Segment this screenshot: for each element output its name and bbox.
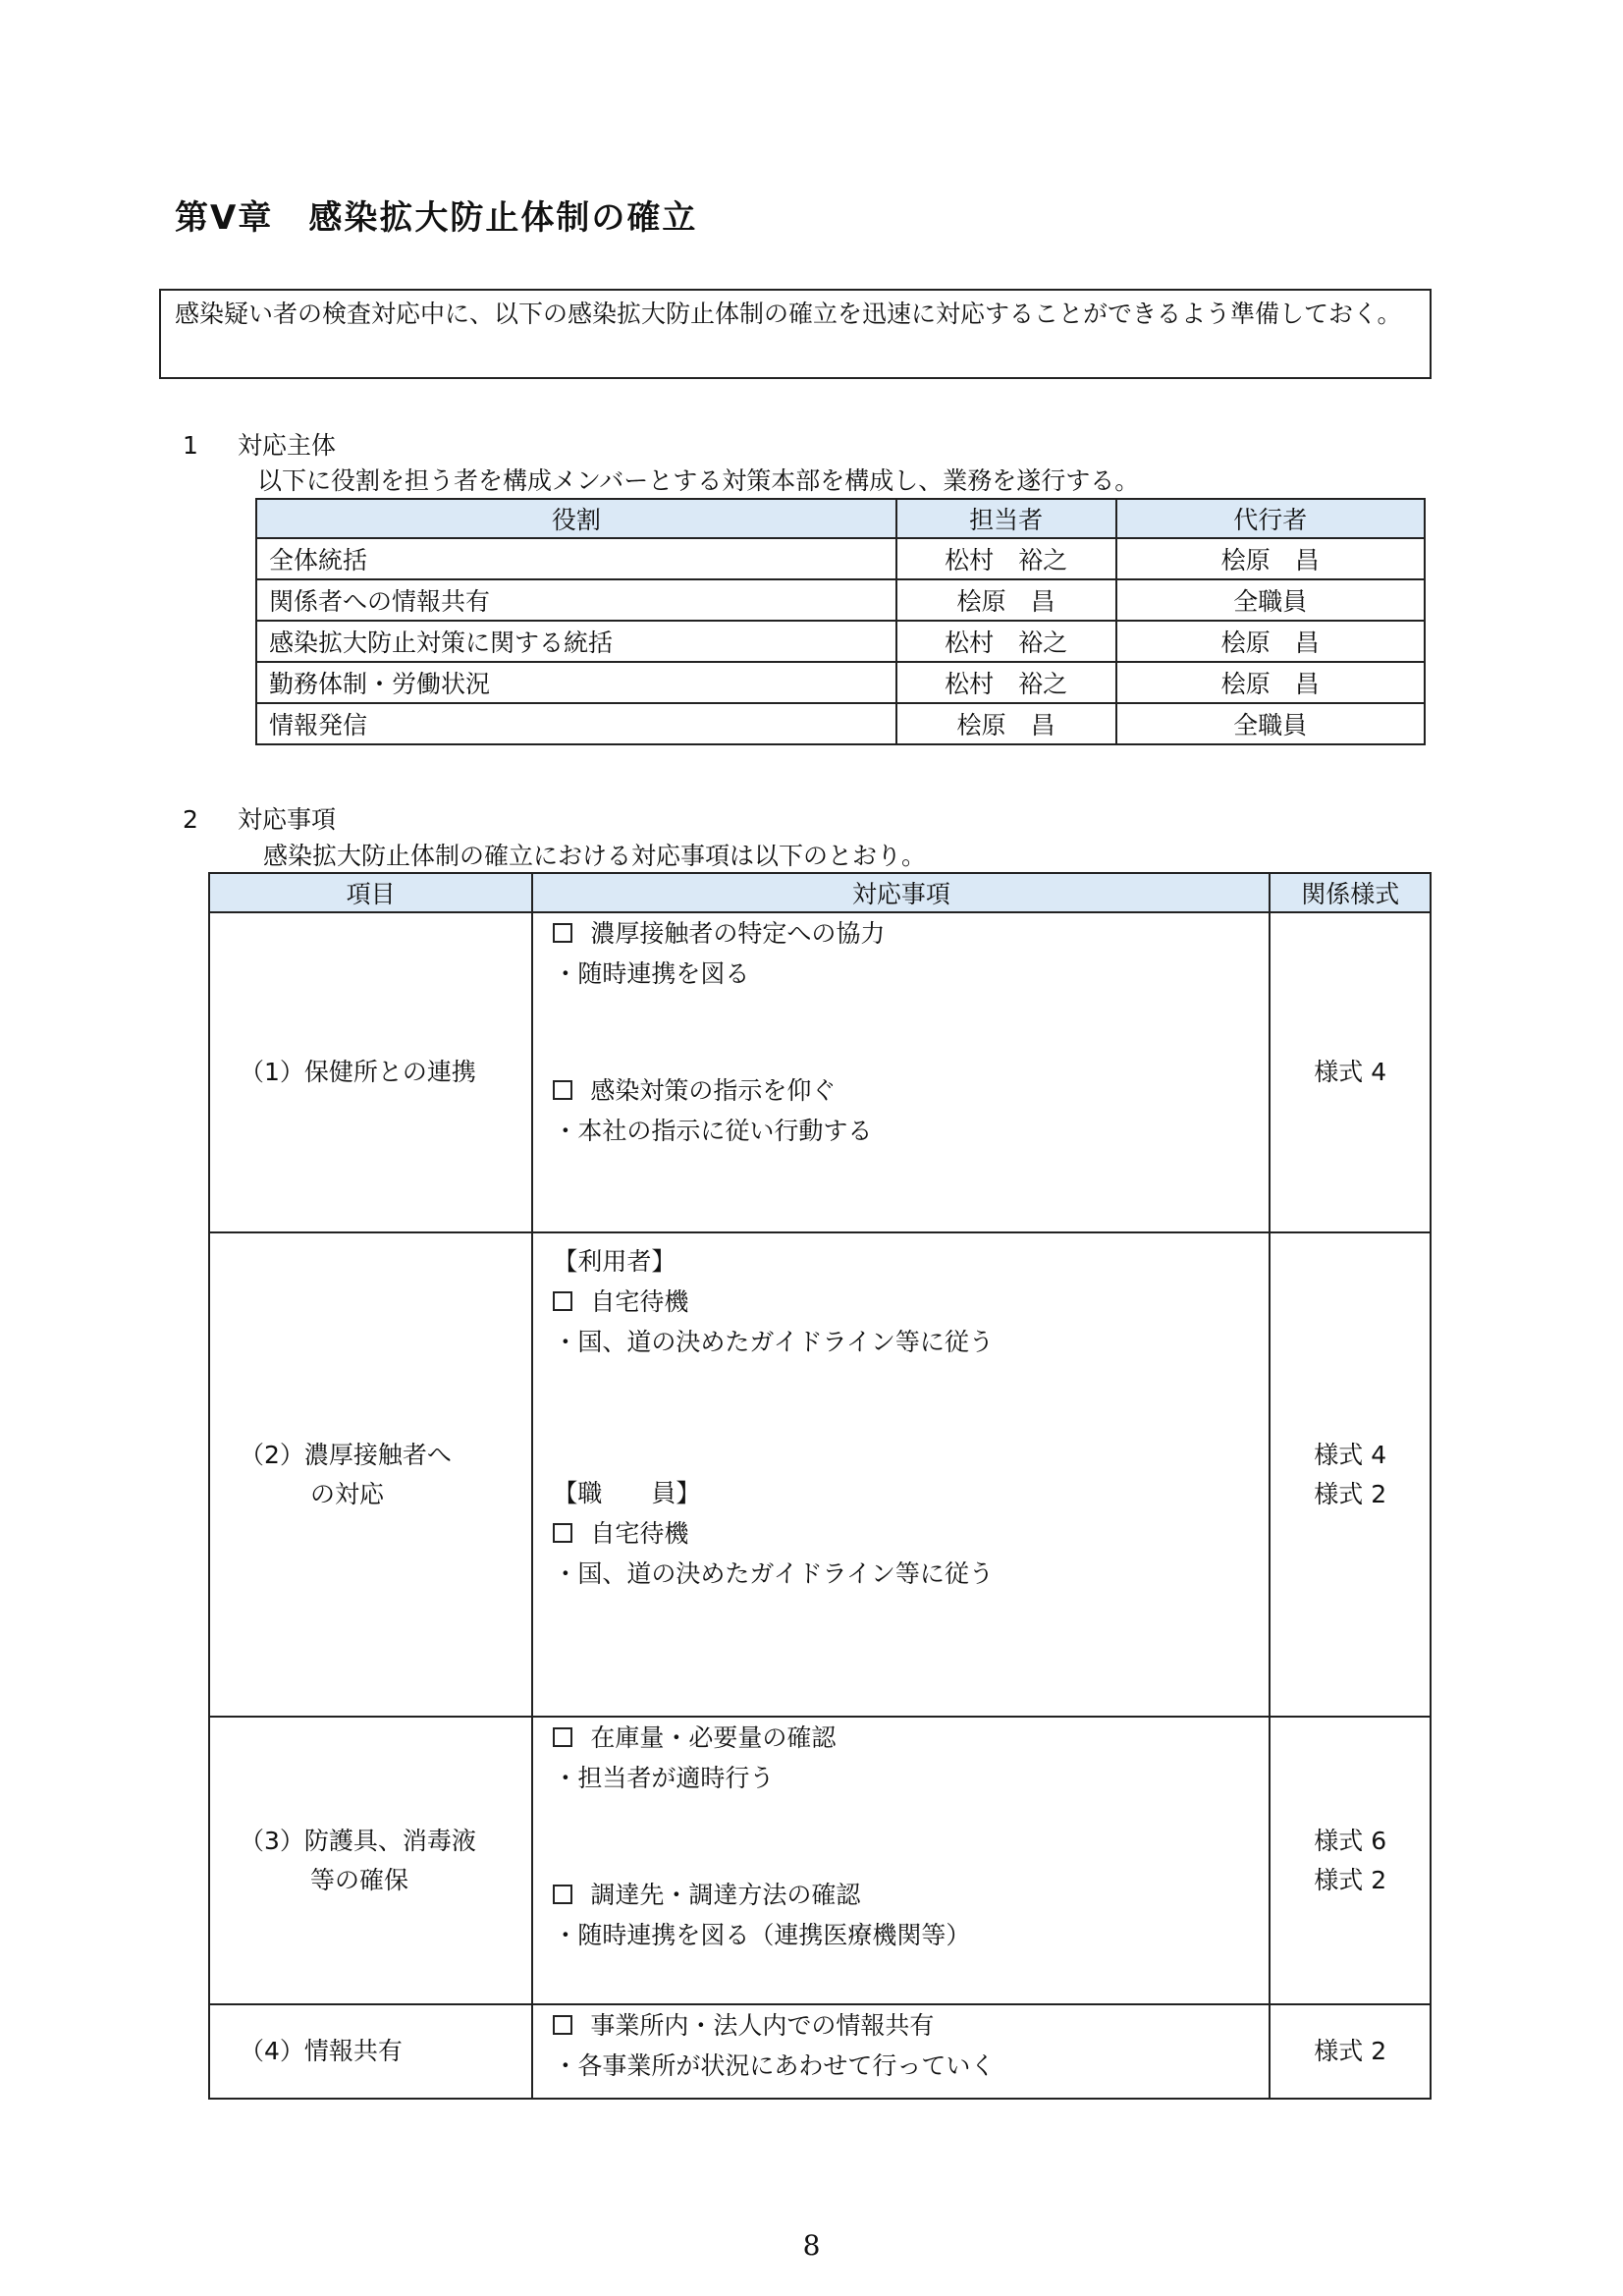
checkbox-icon [553, 2015, 572, 2035]
item-label: （2）濃厚接触者へ [240, 1440, 452, 1469]
role-cell: 全体統括 [256, 538, 896, 579]
roles-table [255, 498, 1426, 745]
table-row [209, 912, 1431, 1232]
role-cell: 勤務体制・労働状況 [256, 662, 896, 703]
role-cell: 感染拡大防止対策に関する統括 [256, 621, 896, 662]
content-line: ・随時連携を図る（連携医療機関等） [553, 1921, 971, 1949]
section-2-number: 2 [183, 805, 198, 834]
form-label: 様式 2 [1314, 2037, 1387, 2065]
content-cell [532, 1717, 1270, 2004]
page-number: 8 [802, 2229, 821, 2262]
content-line: ・国、道の決めたガイドライン等に従う [553, 1328, 994, 1356]
person-cell: 松村 裕之 [896, 621, 1116, 662]
header-related-forms: 関係様式 [1270, 873, 1431, 912]
intro-box: 感染疑い者の検査対応中に、以下の感染拡大防止体制の確立を迅速に対応することができるよう準備しておく。 [159, 289, 1432, 379]
form-label: 様式 2 [1314, 1865, 1387, 1894]
item-cell [209, 1717, 532, 2004]
header-substitute: 代行者 [1116, 499, 1426, 538]
form-label: 様式 4 [1314, 1440, 1387, 1469]
content-line: ・本社の指示に従い行動する [553, 1117, 873, 1145]
person-cell: 松村 裕之 [896, 662, 1116, 703]
measures-table [208, 872, 1432, 2100]
section-1-lead: 以下に役割を担う者を構成メンバーとする対策本部を構成し、業務を遂行する。 [257, 466, 1140, 495]
item-cell [209, 2004, 532, 2099]
content-line: 【職 員】 [553, 1479, 701, 1507]
section-1-heading [183, 426, 336, 462]
table-row [209, 2004, 1431, 2099]
section-1-number: 1 [183, 431, 198, 460]
forms-cell [1270, 1232, 1431, 1717]
table-row [256, 538, 1425, 579]
item-label: （1）保健所との連携 [240, 1058, 476, 1086]
role-cell: 関係者への情報共有 [256, 579, 896, 621]
content-line: ・各事業所が状況にあわせて行っていく [553, 2051, 996, 2080]
content-line: 自宅待機 [553, 1513, 1269, 1554]
table-row [256, 662, 1425, 703]
person-cell: 桧原 昌 [896, 703, 1116, 744]
substitute-cell: 桧原 昌 [1116, 662, 1426, 703]
checkbox-icon [553, 1291, 572, 1311]
content-line: 【利用者】 [553, 1247, 676, 1276]
content-line: 感染対策の指示を仰ぐ [553, 1070, 1269, 1111]
checkbox-icon [553, 1885, 572, 1904]
item-label: （4）情報共有 [240, 2037, 403, 2065]
header-person-in-charge: 担当者 [896, 499, 1116, 538]
item-cell [209, 912, 532, 1232]
item-label: の対応 [310, 1479, 385, 1508]
content-line: 事業所内・法人内での情報共有 [553, 2005, 1269, 2046]
role-cell: 情報発信 [256, 703, 896, 744]
content-line: ・国、道の決めたガイドライン等に従う [553, 1559, 994, 1588]
checkbox-icon [553, 923, 572, 943]
checkbox-icon [553, 1727, 572, 1747]
content-cell [532, 912, 1270, 1232]
content-line: 調達先・調達方法の確認 [553, 1875, 1269, 1915]
content-line: ・随時連携を図る [553, 959, 750, 988]
substitute-cell: 全職員 [1116, 703, 1426, 744]
section-2-lead: 感染拡大防止体制の確立における対応事項は以下のとおり。 [263, 842, 927, 870]
roles-table-header [256, 499, 1425, 538]
content-cell [532, 1232, 1270, 1717]
table-row [256, 579, 1425, 621]
checkbox-icon [553, 1080, 572, 1100]
substitute-cell: 桧原 昌 [1116, 538, 1426, 579]
section-2-heading [183, 800, 336, 836]
item-cell [209, 1232, 532, 1717]
measures-table-header [209, 873, 1431, 912]
table-row [256, 621, 1425, 662]
person-cell: 桧原 昌 [896, 579, 1116, 621]
content-line: ・担当者が適時行う [553, 1764, 775, 1792]
header-measures: 対応事項 [532, 873, 1270, 912]
substitute-cell: 全職員 [1116, 579, 1426, 621]
content-line: 自宅待機 [553, 1282, 1269, 1322]
form-label: 様式 6 [1314, 1826, 1387, 1855]
content-line: 濃厚接触者の特定への協力 [553, 913, 1269, 954]
forms-cell [1270, 2004, 1431, 2099]
content-line: 在庫量・必要量の確認 [553, 1718, 1269, 1758]
item-label: （3）防護具、消毒液 [240, 1826, 476, 1855]
chapter-title: 第Ⅴ章 感染拡大防止体制の確立 [175, 198, 698, 238]
item-label: 等の確保 [310, 1865, 409, 1894]
forms-cell [1270, 1717, 1431, 2004]
header-role: 役割 [256, 499, 896, 538]
table-row [256, 703, 1425, 744]
form-label: 様式 4 [1314, 1058, 1387, 1086]
table-row [209, 1232, 1431, 1717]
section-1-title: 対応主体 [238, 431, 337, 460]
content-cell [532, 2004, 1270, 2099]
section-2-title: 対応事項 [238, 805, 337, 834]
table-row [209, 1717, 1431, 2004]
header-item: 項目 [209, 873, 532, 912]
checkbox-icon [553, 1523, 572, 1543]
form-label: 様式 2 [1314, 1479, 1387, 1508]
person-cell: 松村 裕之 [896, 538, 1116, 579]
substitute-cell: 桧原 昌 [1116, 621, 1426, 662]
forms-cell [1270, 912, 1431, 1232]
